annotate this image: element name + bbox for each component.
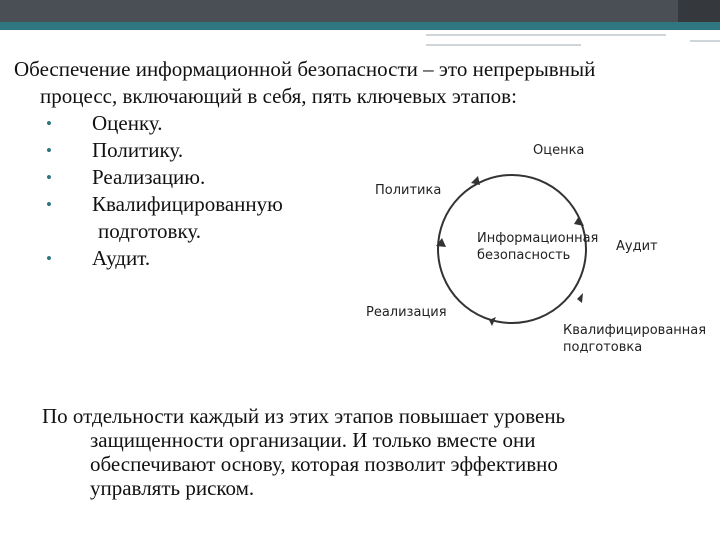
stage-label-training: Квалифицированная — [563, 323, 707, 338]
list-item-label: Политику. — [92, 138, 184, 162]
cycle-arrow-icon — [577, 293, 583, 303]
list-item-label: подготовку. — [98, 219, 202, 243]
cycle-arrow-icon — [574, 216, 584, 226]
stage-label-assessment: Оценка — [533, 143, 585, 158]
footer-line: По отдельности каждый из этих этапов повышает уровень — [42, 404, 566, 428]
bullet-icon: • — [46, 141, 52, 160]
list-item-label: Квалифицированную — [92, 192, 283, 216]
stage-label-policy: Политика — [375, 183, 442, 198]
list-item-label: Оценку. — [92, 111, 163, 135]
bullet-icon: • — [46, 168, 52, 187]
cycle-arrow-icon — [471, 176, 480, 185]
intro-text: процесс, включающий в себя, пять ключевых этапов: — [40, 84, 517, 108]
footer-line: управлять риском. — [90, 476, 255, 500]
footer-line: защищенности организации. И только вместе они — [90, 428, 536, 452]
stage-label-implementation: Реализация — [366, 305, 447, 320]
diagram-center-label: безопасность — [477, 248, 571, 263]
bullet-icon: • — [46, 114, 52, 133]
stage-label-training: подготовка — [563, 340, 643, 355]
intro-text: Обеспечение информационной безопасности – это непрерывный — [14, 57, 596, 81]
footer-line: обеспечивают основу, которая позволит эффективно — [90, 452, 558, 476]
list-item-label: Реализацию. — [92, 165, 206, 189]
list-item-label: Аудит. — [92, 246, 151, 270]
stage-label-audit: Аудит — [616, 239, 658, 254]
bullet-icon: • — [46, 195, 52, 214]
bullet-icon: • — [46, 249, 52, 268]
diagram-center-label: Информационная — [477, 231, 599, 246]
slide-footer-paragraph — [42, 404, 682, 500]
